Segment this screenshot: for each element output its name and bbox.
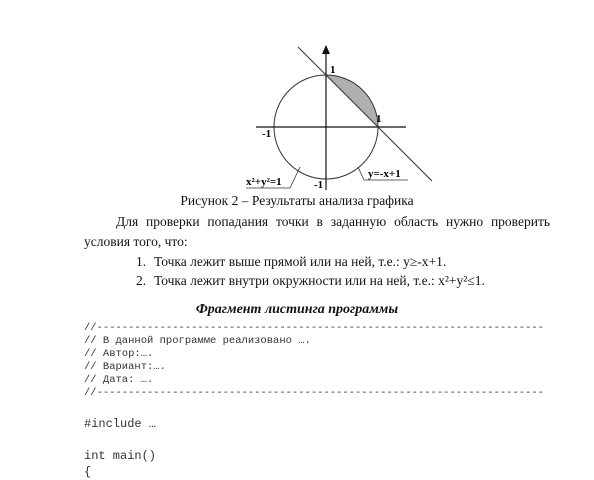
list-item-text: Точка лежит внутри окружности или на ней, т.е.: x²+y²≤1. — [154, 273, 485, 288]
list-item — [136, 252, 556, 271]
code-comment: // В данной программе реализовано …. — [84, 335, 311, 347]
label-y-pos: 1 — [330, 64, 336, 76]
line-eq-leader-diag — [358, 167, 364, 180]
code-comment: // Вариант:…. — [84, 361, 166, 373]
circle-eq-leader-diag — [290, 167, 300, 188]
figure-caption: Рисунок 2 – Результаты анализа графика — [180, 193, 414, 208]
listing-title: Фрагмент листинга программы — [195, 302, 399, 317]
code-open-brace: { — [84, 465, 92, 479]
intro-paragraph: Для проверки попадания точки в заданную область нужно проверить условия того, что: — [84, 214, 550, 249]
line-equation: y=-x+1 — [368, 168, 401, 180]
list-item-text: Точка лежит выше прямой или на ней, т.е.: y≥-x+1. — [154, 254, 447, 269]
code-main-signature: int main() — [84, 449, 157, 463]
list-item-number: 2. — [136, 273, 147, 288]
y-axis-arrow-icon — [322, 45, 330, 54]
label-x-neg: -1 — [262, 128, 272, 140]
list-item — [136, 271, 556, 290]
conditions-list — [136, 252, 556, 290]
list-item-number: 1. — [136, 254, 147, 269]
code-comment: // Автор:…. — [84, 348, 154, 360]
code-include: #include … — [84, 417, 157, 431]
code-comment: // Дата: …. — [84, 374, 154, 386]
code-blank-line — [84, 400, 564, 416]
code-listing — [84, 322, 564, 480]
code-blank-line — [84, 432, 564, 448]
code-separator: //----------------------------------------------------------------------- — [84, 387, 544, 399]
code-separator: //----------------------------------------------------------------------- — [84, 322, 544, 334]
graph-svg — [228, 42, 438, 192]
label-y-neg: -1 — [314, 179, 324, 191]
label-x-pos: 1 — [376, 113, 382, 125]
circle-equation: x²+y²=1 — [246, 176, 282, 188]
graph-figure — [228, 42, 438, 192]
